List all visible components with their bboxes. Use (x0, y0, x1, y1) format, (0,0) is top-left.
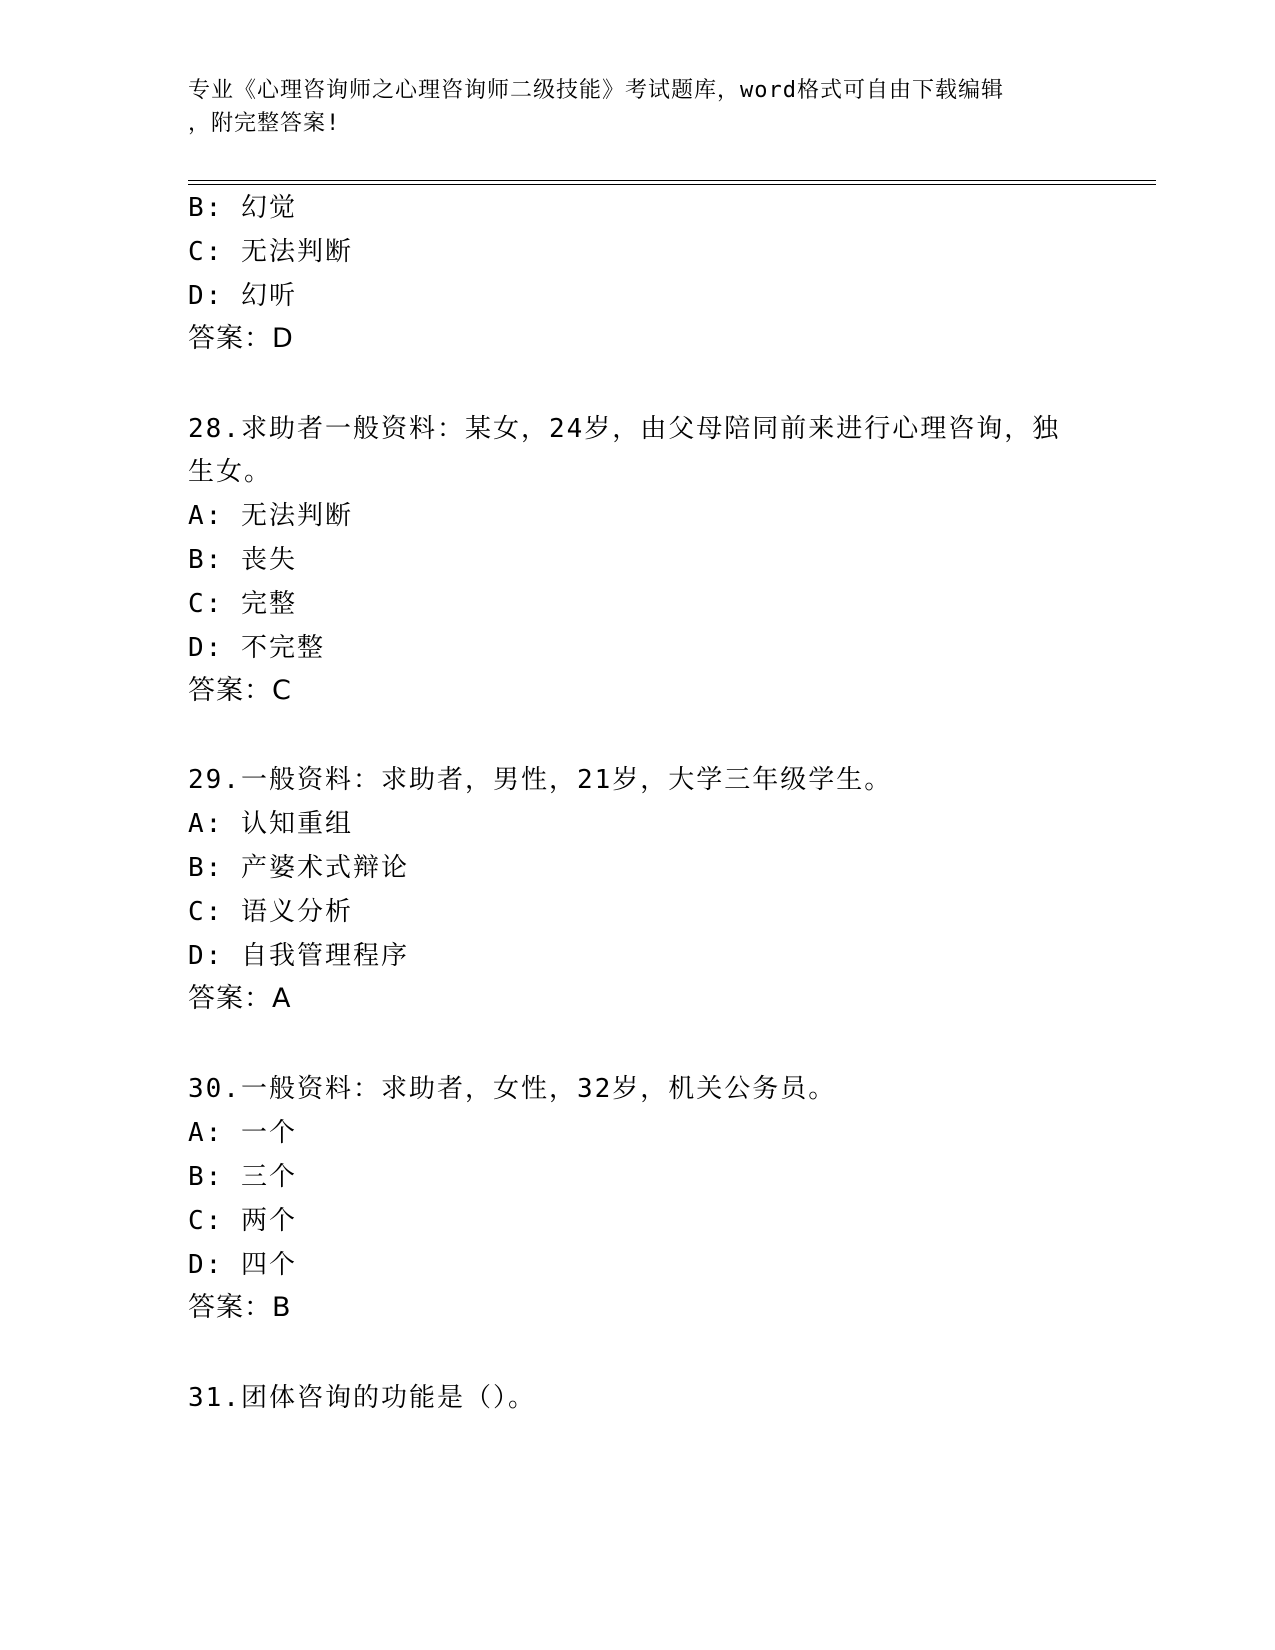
prev-answer: 答案：D (188, 323, 294, 354)
header-line-1: 专业《心理咨询师之心理咨询师二级技能》考试题库，word格式可自由下载编辑 (188, 78, 1004, 103)
q30-stem-line-1: 30.一般资料：求助者，女性，32岁，机关公务员。 (188, 1074, 837, 1104)
q29-stem-line-1: 29.一般资料：求助者，男性，21岁，大学三年级学生。 (188, 765, 893, 795)
q29-option-d: D: 自我管理程序 (188, 941, 409, 971)
q28-answer: 答案：C (188, 675, 292, 706)
header-line-2: ，附完整答案! (188, 111, 341, 136)
q30-option-b: B: 三个 (188, 1162, 297, 1192)
q31-stem-line-1: 31.团体咨询的功能是（）。 (188, 1383, 536, 1413)
header-divider-top (188, 180, 1156, 181)
document-header (188, 74, 1088, 140)
q28-option-b: B: 丧失 (188, 545, 297, 575)
q28-stem-line-2: 生女。 (188, 457, 273, 487)
q28-option-d: D: 不完整 (188, 633, 325, 663)
q29-option-a: A: 认知重组 (188, 809, 353, 839)
q29-option-c: C: 语义分析 (188, 897, 353, 927)
q30-option-c: C: 两个 (188, 1206, 297, 1236)
q28-option-c: C: 完整 (188, 589, 297, 619)
prev-option-b: B: 幻觉 (188, 193, 297, 223)
q28-stem-line-1: 28.求助者一般资料：某女，24岁，由父母陪同前来进行心理咨询，独 (188, 414, 1061, 444)
q29-answer: 答案：A (188, 983, 292, 1014)
prev-option-d: D: 幻听 (188, 281, 297, 311)
q30-option-d: D: 四个 (188, 1250, 297, 1280)
q28-option-a: A: 无法判断 (188, 501, 353, 531)
header-divider-bottom (188, 184, 1156, 185)
prev-option-c: C: 无法判断 (188, 237, 353, 267)
q30-option-a: A: 一个 (188, 1118, 297, 1148)
q29-option-b: B: 产婆术式辩论 (188, 853, 409, 883)
q30-answer: 答案：B (188, 1292, 292, 1323)
